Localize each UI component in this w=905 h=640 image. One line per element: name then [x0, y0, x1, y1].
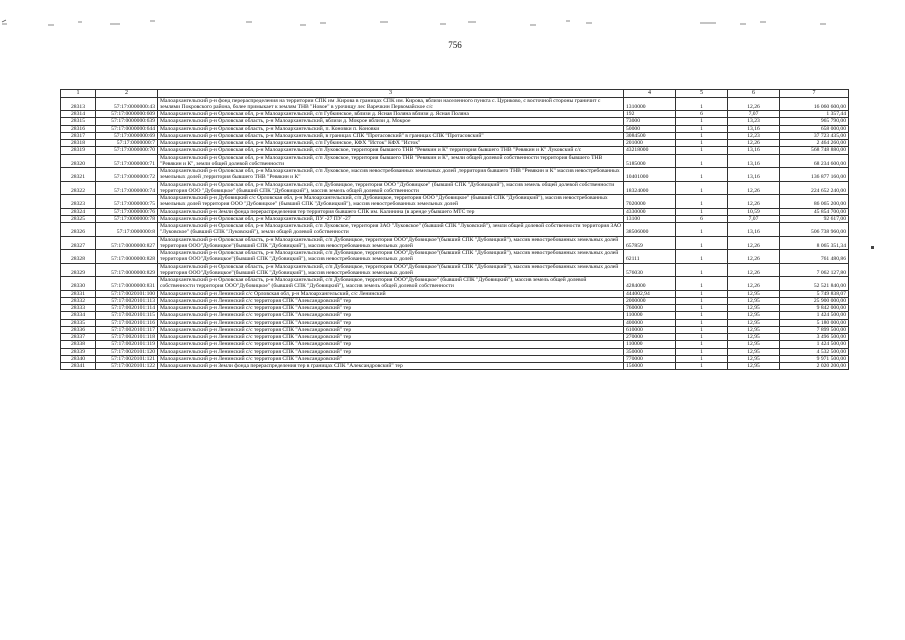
row-number: 28338 — [61, 341, 96, 348]
cadastral-number: 57:17:0000000:609 — [96, 111, 158, 118]
location-description: Малоархангельский р-н Орловская область, р-н Малоархангельский, с/п Дубовицкое, территория ООО"Дубовицкое"(бывший СПК "Дубовицкий"), массив невостребованных земельных долей территория ООО"Дубовицкое"(бывший СПК "Дубовицкий"), массив невостребованных земельных долей — [158, 250, 624, 264]
cadastral-value: 7 899 500,00 — [780, 326, 849, 333]
table-row — [61, 223, 849, 237]
specific-value: 12,26 — [728, 195, 780, 209]
specific-value: 13,23 — [728, 118, 780, 125]
row-number: 28327 — [61, 236, 96, 250]
category: 1 — [676, 263, 728, 277]
row-number: 28313 — [61, 97, 96, 111]
area: 657859 — [624, 236, 676, 250]
area: 5185000 — [624, 154, 676, 168]
row-number: 28329 — [61, 263, 96, 277]
cadastral-value: 7 062 127,80 — [780, 263, 849, 277]
column-number: 4 — [624, 90, 676, 98]
cadastral-value: 9 842 000,00 — [780, 305, 849, 312]
location-description: Малоархангельский р-н Ленинский с/с территория СПК "Александровский" тер — [158, 326, 624, 333]
row-number: 28340 — [61, 355, 96, 362]
cadastral-number: 57:17:0020101:115 — [96, 312, 158, 319]
cadastral-value: 45 854 700,00 — [780, 208, 849, 215]
table-row — [61, 168, 849, 182]
table-row — [61, 277, 849, 291]
location-description: Малоархангельский р-н Орловская область, р-н Малоархангельский, в границах СПК "Протасовский" в границах СПК "Протасовский" — [158, 132, 624, 139]
area: 38506000 — [624, 223, 676, 237]
specific-value: 12,95 — [728, 341, 780, 348]
cadastral-number: 57:17:0000000:7 — [96, 140, 158, 147]
page-number: 756 — [448, 40, 462, 50]
specific-value: 13,16 — [728, 125, 780, 132]
cadastral-number: 57:17:0000000:74 — [96, 181, 158, 195]
row-number: 28333 — [61, 305, 96, 312]
row-number: 28331 — [61, 290, 96, 297]
category: 1 — [676, 363, 728, 370]
category: 1 — [676, 319, 728, 326]
specific-value: 12,26 — [728, 140, 780, 147]
row-number: 28320 — [61, 154, 96, 168]
table-row — [61, 326, 849, 333]
cadastral-value: 1 357,44 — [780, 111, 849, 118]
cadastral-number: 57:17:0020101:118 — [96, 334, 158, 341]
cadastral-value: 761 480,86 — [780, 250, 849, 264]
location-description: Малоархангельский р-н Ленинский с/с территория СПК "Александровский" тер — [158, 341, 624, 348]
cadastral-number: 57:17:0000000:72 — [96, 168, 158, 182]
location-description: Малоархангельский р-н Дубовицкий с/с Орловская обл, р-н Малоархангельский, с/п Дубовицкое, территория ООО "Дубовицкое" (бывший СПК "Дубовицкий"), массив невостребованных земельных долей территория ООО "Дубовицкое" (бывший СПК "Дубовицкий"), массив невостребованных земельных долей — [158, 195, 624, 209]
row-number: 28317 — [61, 132, 96, 139]
cadastral-value: 4 532 500,00 — [780, 348, 849, 355]
table-row — [61, 263, 849, 277]
location-description: Малоархангельский р-н Ленинский с/с территория СПК "Александровский" тер — [158, 312, 624, 319]
row-number: 28336 — [61, 326, 96, 333]
location-description: Малоархангельский р-н Орловская область, р-н Малоархангельский, вблизи д. Мокрое вблизи д. Мокрое — [158, 118, 624, 125]
cadastral-value: 86 065 200,00 — [780, 195, 849, 209]
location-description: Малоархангельский р-н Ленинский с/с территория СПК "Александровский" тер — [158, 348, 624, 355]
specific-value: 12,95 — [728, 297, 780, 304]
cadastral-value: 568 748 880,00 — [780, 147, 849, 154]
table-row — [61, 312, 849, 319]
location-description: Малоархангельский р-н Орловская обл, р-н Малоархангельский, с/п Дубовицкое, территория ООО "Дубовицкое" (бывший СПК "Дубовицкий"), массив земель общей долевой собственности территория ООО "Дубовицкое" (бывший СПК "Дубовицкий"), массив земель общей долевой собственности — [158, 181, 624, 195]
location-description: Малоархангельский р-н Ленинский с/с территория СПК "Александровский" тер — [158, 297, 624, 304]
area: 192 — [624, 111, 676, 118]
cadastral-number: 57:17:0000000:75 — [96, 195, 158, 209]
area: 10401000 — [624, 168, 676, 182]
row-number: 28323 — [61, 195, 96, 209]
specific-value: 12,26 — [728, 263, 780, 277]
row-number: 28339 — [61, 348, 96, 355]
specific-value: 13,16 — [728, 154, 780, 168]
cadastral-number: 57:17:0000000:71 — [96, 154, 158, 168]
specific-value: 13,16 — [728, 168, 780, 182]
cadastral-number: 57:17:0000000:69 — [96, 132, 158, 139]
category: 1 — [676, 132, 728, 139]
cadastral-register-table — [60, 89, 849, 370]
cadastral-value: 658 000,00 — [780, 125, 849, 132]
table-row — [61, 195, 849, 209]
category: 1 — [676, 154, 728, 168]
table-row — [61, 297, 849, 304]
category: 1 — [676, 348, 728, 355]
category: 1 — [676, 297, 728, 304]
cadastral-number: 57:17:0020101:116 — [96, 319, 158, 326]
row-number: 28334 — [61, 312, 96, 319]
row-number: 28318 — [61, 140, 96, 147]
specific-value: 12,95 — [728, 290, 780, 297]
category: 1 — [676, 168, 728, 182]
table-row — [61, 334, 849, 341]
location-description: Малоархангельский р-н Орловская обл, р-н Малоархангельский, с/п Губкинское, вблизи д. Ясная Поляна вблизи д. Ясная Поляна — [158, 111, 624, 118]
scan-marks — [0, 0, 905, 30]
cadastral-number: 57:17:0020101:119 — [96, 341, 158, 348]
table-row — [61, 132, 849, 139]
location-description: Малоархангельский р-н фонд перераспределения на территории СПК им .Кирова в границах СПК им. Кирова, вблизи населенного пункта с. Цуриково, с восточной стороны граничит с землями Покровского района, более примыкает к землям ТНВ "Новое" в урочищу лес Варечкин Первомайское с/с — [158, 97, 624, 111]
row-number: 28322 — [61, 181, 96, 195]
cadastral-number: 57:17:0000000:831 — [96, 277, 158, 291]
row-number: 28319 — [61, 147, 96, 154]
specific-value: 12,26 — [728, 250, 780, 264]
location-description: Малоархангельский р-н Земли фонда перераспределения тер территория бывшего СПК им. Калинина (в аренде убывшего МТС тер — [158, 208, 624, 215]
specific-value: 12,95 — [728, 319, 780, 326]
category: 6 — [676, 111, 728, 118]
table-row — [61, 140, 849, 147]
location-description: Малоархангельский р-н Ленинский с/с территория СПК "Александровский" тер — [158, 319, 624, 326]
specific-value: 12,95 — [728, 363, 780, 370]
cadastral-value: 16 060 600,00 — [780, 97, 849, 111]
specific-value: 12,23 — [728, 132, 780, 139]
location-description: Малоархангельский р-н Орловская обл, р-н Малоархангельский, с/п Губкинское, КФХ "Исток" КФХ "Исток" — [158, 140, 624, 147]
category: 1 — [676, 147, 728, 154]
specific-value: 10,59 — [728, 208, 780, 215]
category: 1 — [676, 355, 728, 362]
cadastral-value: 2 464 260,00 — [780, 140, 849, 147]
table-row — [61, 355, 849, 362]
area: 576030 — [624, 263, 676, 277]
specific-value: 7,07 — [728, 215, 780, 222]
cadastral-number: 57:17:0000000:644 — [96, 125, 158, 132]
cadastral-number: 57:17:0020101:114 — [96, 305, 158, 312]
table-row — [61, 215, 849, 222]
category: 1 — [676, 326, 728, 333]
category: 1 — [676, 290, 728, 297]
table-row — [61, 125, 849, 132]
specific-value: 13,16 — [728, 223, 780, 237]
cadastral-value: 1 424 500,00 — [780, 312, 849, 319]
row-number: 28325 — [61, 215, 96, 222]
row-number: 28335 — [61, 319, 96, 326]
cadastral-number: 57:17:0020101:120 — [96, 348, 158, 355]
area: 201000 — [624, 140, 676, 147]
cadastral-value: 506 738 960,00 — [780, 223, 849, 237]
area: 350000 — [624, 348, 676, 355]
table-row — [61, 236, 849, 250]
area: 50000 — [624, 125, 676, 132]
table-row — [61, 111, 849, 118]
location-description: Малоархангельский р-н Орловская обл, р-н Малоархангельский, ПУ -27 ПУ -27 — [158, 215, 624, 222]
row-number: 28321 — [61, 168, 96, 182]
cadastral-number: 57:17:0020101:121 — [96, 355, 158, 362]
area: 444002,94 — [624, 290, 676, 297]
table-row — [61, 181, 849, 195]
cadastral-value: 92 617,00 — [780, 215, 849, 222]
category: 1 — [676, 334, 728, 341]
area: 73000 — [624, 118, 676, 125]
specific-value: 12,95 — [728, 334, 780, 341]
category: 1 — [676, 125, 728, 132]
category: 1 — [676, 140, 728, 147]
location-description: Малоархангельский р-н Орловская область, р-н Малоархангельский, с/п Дубовицкое, территория ООО"Дубовицкое"(бывший СПК "Дубовицкий"), массив невостребованных земельных долей территория ООО"Дубовицкое"(бывший СПК "Дубовицкий"), массив невостребованных земельных долей — [158, 236, 624, 250]
specific-value: 12,26 — [728, 97, 780, 111]
category: 6 — [676, 215, 728, 222]
table-row — [61, 250, 849, 264]
category: 1 — [676, 118, 728, 125]
location-description: Малоархангельский р-н Орловская обл, р-н Малоархангельский, с/п Луковское, территория бывшего ТНВ "Ревякин и К", земли общей долевой собственности территория бывшего ТНВ "Ревякин и К", земли общей долевой собственности — [158, 154, 624, 168]
area: 610000 — [624, 326, 676, 333]
specific-value: 7,07 — [728, 111, 780, 118]
area: 270000 — [624, 334, 676, 341]
row-number: 28332 — [61, 297, 96, 304]
category: 1 — [676, 223, 728, 237]
cadastral-value: 9 971 500,00 — [780, 355, 849, 362]
area: 3084500 — [624, 132, 676, 139]
area: 400000 — [624, 319, 676, 326]
column-number: 1 — [61, 90, 96, 98]
specific-value: 13,16 — [728, 147, 780, 154]
row-number: 28316 — [61, 125, 96, 132]
column-number: 5 — [676, 90, 728, 98]
location-description: Малоархангельский р-н Ленинский с/с территория СПК "Александровский" тер — [158, 334, 624, 341]
category: 1 — [676, 236, 728, 250]
cadastral-number: 57:17:0000000:43 — [96, 97, 158, 111]
table-row — [61, 208, 849, 215]
category: 1 — [676, 195, 728, 209]
category: 1 — [676, 181, 728, 195]
area: 4284000 — [624, 277, 676, 291]
cadastral-number: 57:17:0020101:117 — [96, 326, 158, 333]
column-number: 3 — [158, 90, 624, 98]
area: 1310000 — [624, 97, 676, 111]
cadastral-value: 25 900 000,00 — [780, 297, 849, 304]
column-number: 7 — [780, 90, 849, 98]
area: 110000 — [624, 341, 676, 348]
specific-value: 12,95 — [728, 355, 780, 362]
row-number: 28341 — [61, 363, 96, 370]
scan-speck — [871, 246, 874, 249]
table-row — [61, 118, 849, 125]
category: 1 — [676, 312, 728, 319]
table-row — [61, 147, 849, 154]
table-row — [61, 154, 849, 168]
cadastral-value: 5 180 000,00 — [780, 319, 849, 326]
cadastral-value: 136 877 160,00 — [780, 168, 849, 182]
cadastral-value: 5 749 838,07 — [780, 290, 849, 297]
row-number: 28324 — [61, 208, 96, 215]
category: 1 — [676, 208, 728, 215]
specific-value: 12,95 — [728, 305, 780, 312]
cadastral-number: 57:17:0020101:100 — [96, 290, 158, 297]
table-row — [61, 305, 849, 312]
category: 1 — [676, 250, 728, 264]
cadastral-value: 1 424 500,00 — [780, 341, 849, 348]
location-description: Малоархангельский р-н Земли фонда перераспределения тер в границах СПК "Александровский" тер — [158, 363, 624, 370]
area: 2000000 — [624, 297, 676, 304]
table-row — [61, 363, 849, 370]
specific-value: 12,26 — [728, 181, 780, 195]
row-number: 28315 — [61, 118, 96, 125]
table-row — [61, 341, 849, 348]
area: 62111 — [624, 250, 676, 264]
table-row — [61, 97, 849, 111]
cadastral-number: 57:17:0000000:827 — [96, 236, 158, 250]
area: 760000 — [624, 305, 676, 312]
location-description: Малоархангельский р-н Ленинский с/с Орловская обл, р-н Малоархангельский, с/с Ленинский — [158, 290, 624, 297]
location-description: Малоархангельский р-н Орловская область, р-н Малоархангельский, п. Коновки п. Коновки — [158, 125, 624, 132]
area: 7020000 — [624, 195, 676, 209]
cadastral-value: 965 790,00 — [780, 118, 849, 125]
specific-value: 12,26 — [728, 277, 780, 291]
area: 110000 — [624, 312, 676, 319]
cadastral-number: 57:17:0000000:8 — [96, 223, 158, 237]
category: 1 — [676, 305, 728, 312]
cadastral-value: 52 521 840,00 — [780, 277, 849, 291]
table-row — [61, 348, 849, 355]
cadastral-value: 2 020 200,00 — [780, 363, 849, 370]
cadastral-number: 57:17:0020101:113 — [96, 297, 158, 304]
category: 1 — [676, 97, 728, 111]
location-description: Малоархангельский р-н Орловская область, р-н Малоархангельский, с/п Дубовицкое, территория ООО"Дубовицкое" (бывший СПК "Дубовицкий"), массив земель общей долевой собственности территория ООО"Дубовицкое" (бывший СПК "Дубовицкий"), массив земель общей долевой собственности — [158, 277, 624, 291]
category: 1 — [676, 277, 728, 291]
cadastral-value: 8 065 351,34 — [780, 236, 849, 250]
cadastral-value: 224 652 240,00 — [780, 181, 849, 195]
location-description: Малоархангельский р-н Ленинский с/с территория СПК "Александровский" тер — [158, 305, 624, 312]
specific-value: 12,26 — [728, 236, 780, 250]
row-number: 28330 — [61, 277, 96, 291]
specific-value: 12,95 — [728, 348, 780, 355]
area: 43218000 — [624, 147, 676, 154]
cadastral-number: 57:17:0000000:78 — [96, 215, 158, 222]
specific-value: 12,95 — [728, 326, 780, 333]
cadastral-number: 57:17:0000000:70 — [96, 147, 158, 154]
row-number: 28337 — [61, 334, 96, 341]
area: 770000 — [624, 355, 676, 362]
location-description: Малоархангельский р-н Орловская область, р-н Малоархангельский, с/п Дубовицкое, территория ООО"Дубовицкое"(бывший СПК "Дубовицкий"), массив невостребованных земельных долей территория ООО"Дубовицкое"(бывший СПК "Дубовицкий"), массив невостребованных земельных долей — [158, 263, 624, 277]
location-description: Малоархангельский р-н Орловская обл, р-н Малоархангельский, с/п Луковское, территория бывшего ТНВ "Ревякин и К" территория бывшего ТНВ "Ревякин и К" Луковский с/с — [158, 147, 624, 154]
category: 1 — [676, 341, 728, 348]
cadastral-value: 3 496 500,00 — [780, 334, 849, 341]
location-description: Малоархангельский р-н Ленинский с/с территория СПК "Александровский" — [158, 355, 624, 362]
table-row — [61, 319, 849, 326]
area: 18324000 — [624, 181, 676, 195]
specific-value: 12,95 — [728, 312, 780, 319]
cadastral-number: 57:17:0000000:76 — [96, 208, 158, 215]
table-row — [61, 290, 849, 297]
cadastral-number: 57:17:0000000:639 — [96, 118, 158, 125]
row-number: 28326 — [61, 223, 96, 237]
column-number-row — [61, 90, 849, 98]
column-number: 6 — [728, 90, 780, 98]
cadastral-number: 57:17:0000000:828 — [96, 250, 158, 264]
area: 4330000 — [624, 208, 676, 215]
cadastral-value: 68 234 600,00 — [780, 154, 849, 168]
row-number: 28314 — [61, 111, 96, 118]
cadastral-value: 37 723 435,00 — [780, 132, 849, 139]
row-number: 28328 — [61, 250, 96, 264]
area: 156000 — [624, 363, 676, 370]
column-number: 2 — [96, 90, 158, 98]
cadastral-number: 57:17:0000000:829 — [96, 263, 158, 277]
location-description: Малоархангельский р-н Орловская обл, р-н Малоархангельский, с/п Луковское, массив невостребованных земельных долей ,территория бывшего ТНВ "Ревякин и К" массив невостребованных земельных долей ,территория бывшего ТНВ "Ревякин и К" — [158, 168, 624, 182]
cadastral-number: 57:17:0020101:122 — [96, 363, 158, 370]
area: 13100 — [624, 215, 676, 222]
location-description: Малоархангельский р-н Орловская обл, р-н Малоархангельский, с/п Луковское, территория ЗАО "Луковское" (бывший СПК "Луковский"), земли общей долевой собственности территория ЗАО "Луковское" (бывший СПК "Луковский"), земли общей долевой собственности — [158, 223, 624, 237]
